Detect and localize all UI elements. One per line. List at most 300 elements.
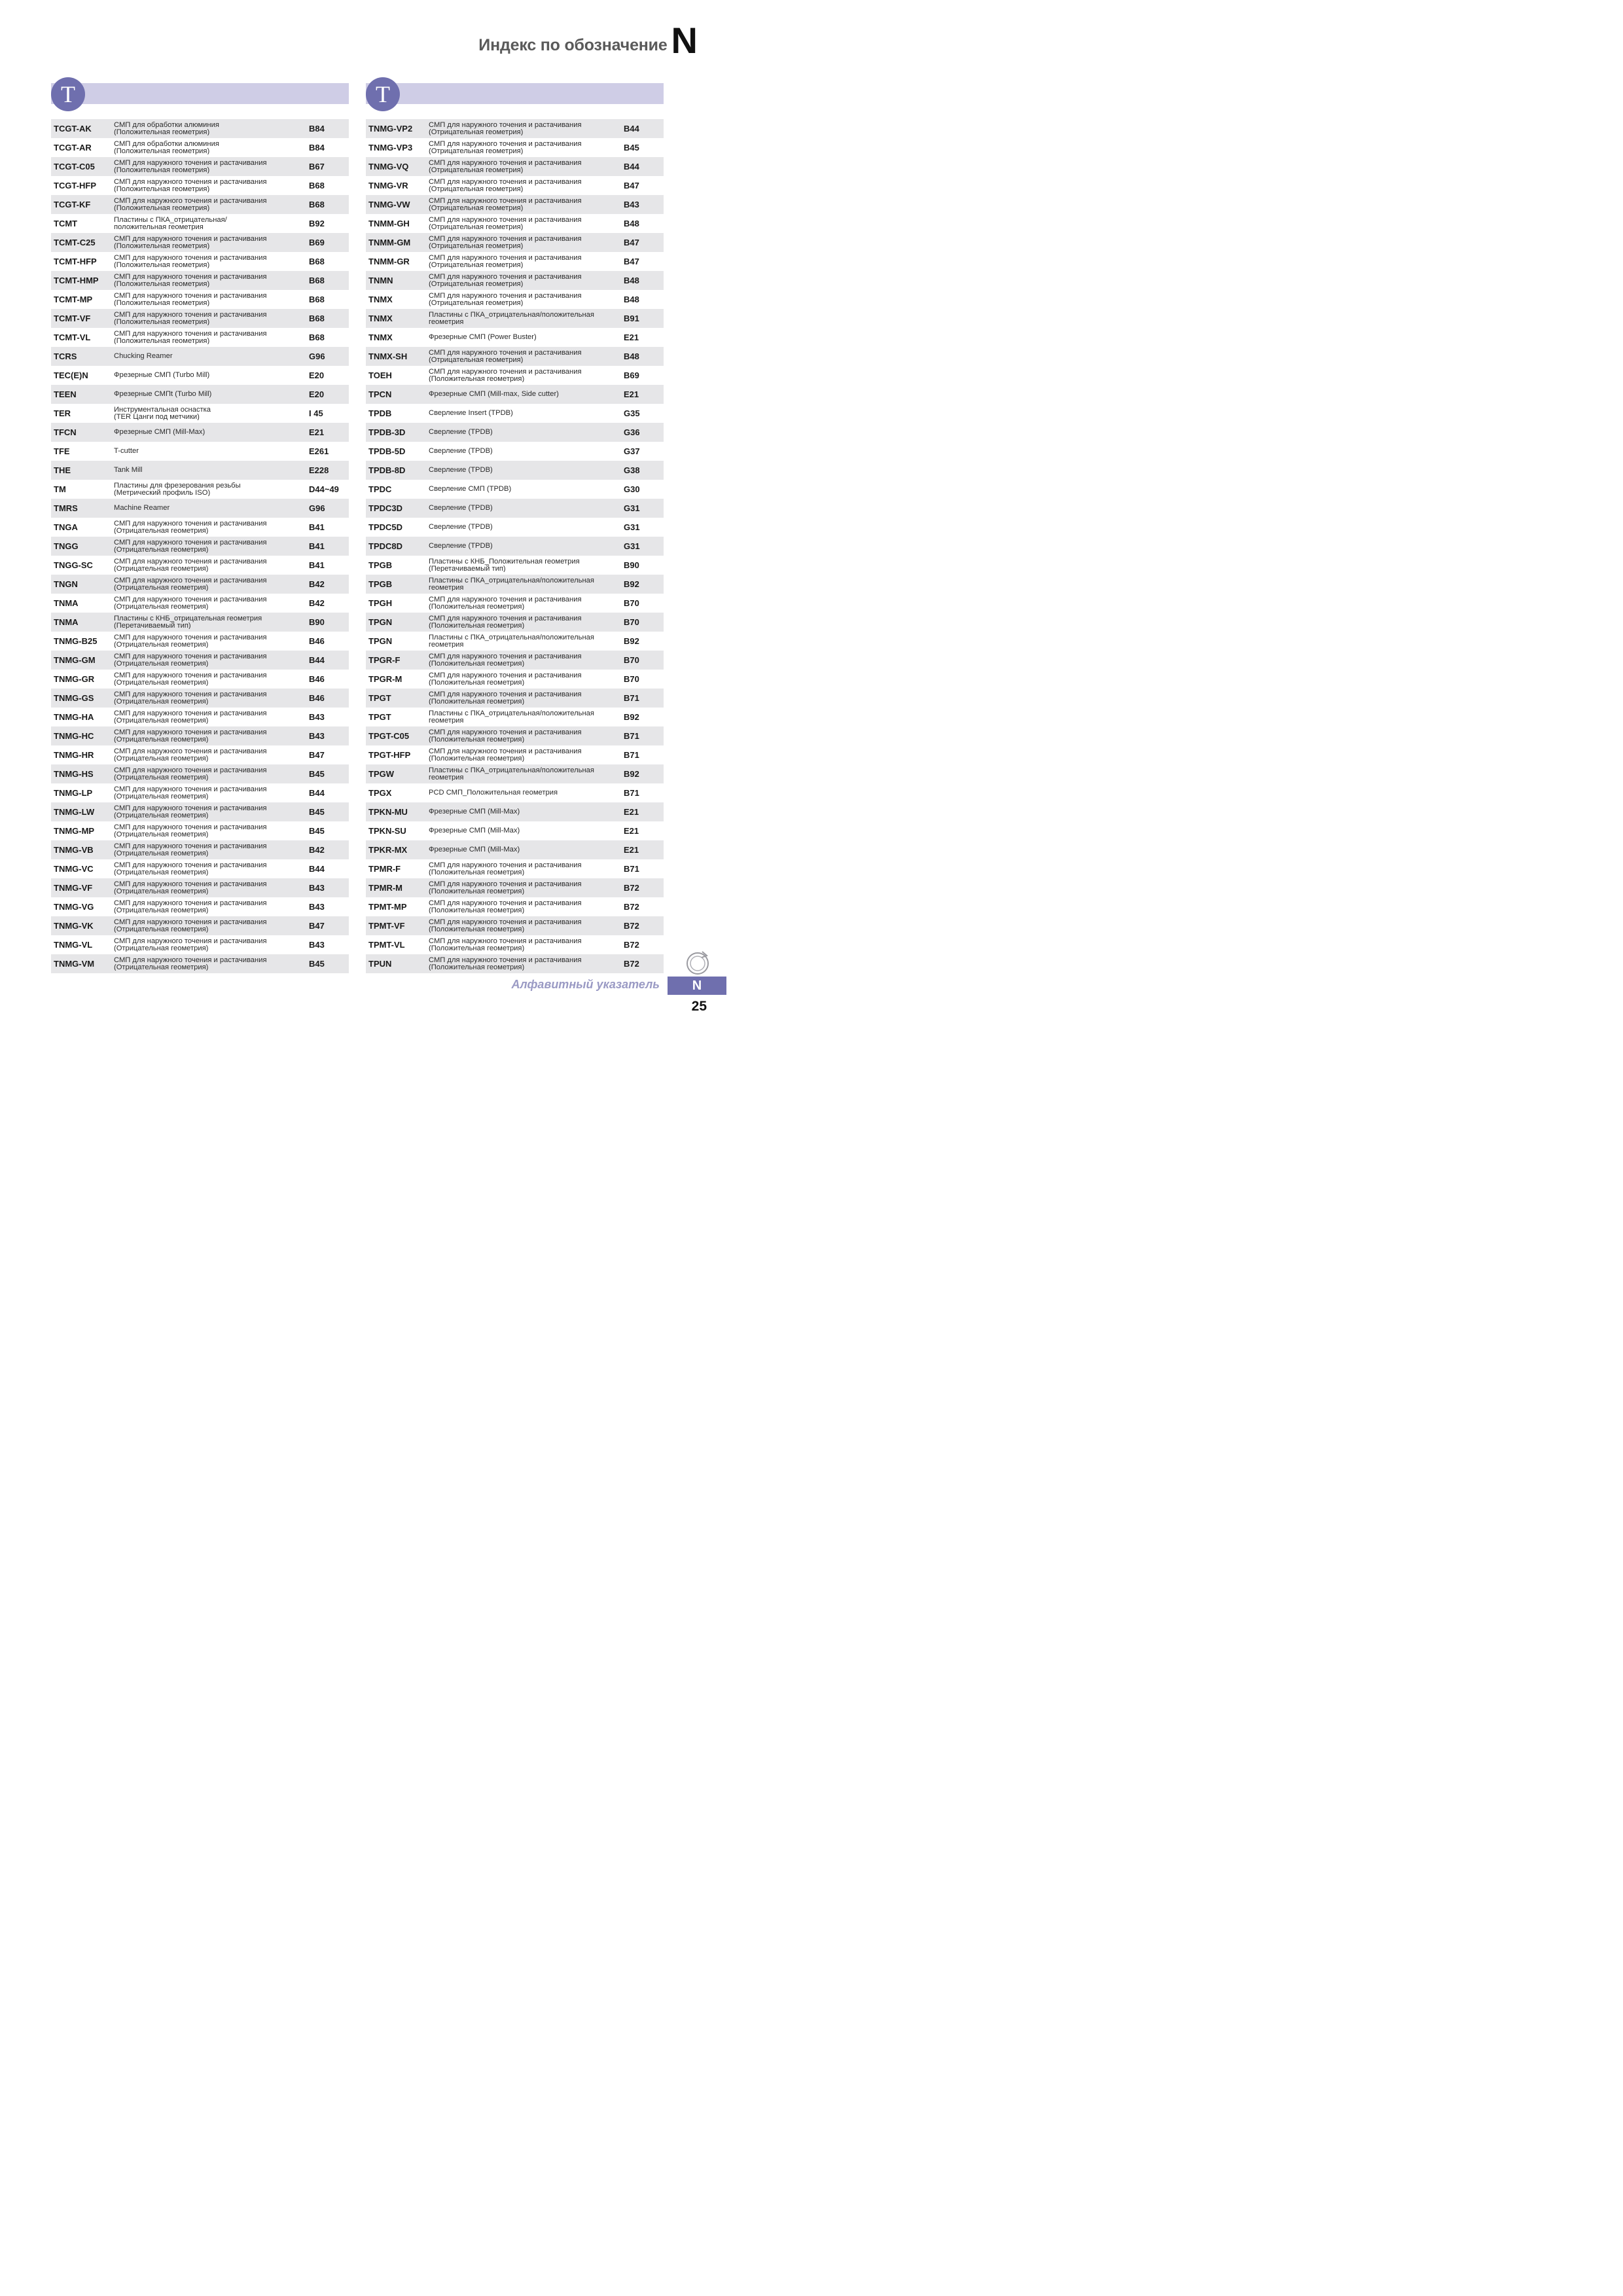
row-description: СМП для наружного точения и растачивания (Отрицательная геометрия): [114, 539, 267, 553]
row-code: TNMG-GM: [54, 655, 96, 665]
row-code: TPDC8D: [368, 541, 403, 551]
row-description: СМП для наружного точения и растачивания (Положительная геометрия): [114, 331, 267, 344]
index-row: [51, 594, 349, 613]
row-description: СМП для наружного точения и растачивания (Положительная геометрия): [429, 596, 582, 610]
row-code: TPGB: [368, 560, 393, 570]
row-code: TPGH: [368, 598, 393, 608]
row-description: Сверление (TPDB): [429, 429, 493, 436]
row-description: СМП для наружного точения и растачивания (Положительная геометрия): [429, 900, 582, 914]
row-page-ref: B48: [624, 295, 639, 304]
index-row: [51, 613, 349, 632]
row-code: TNMG-HS: [54, 769, 94, 779]
row-page-ref: B71: [624, 731, 639, 741]
row-page-ref: E21: [624, 807, 639, 817]
row-code: TPMR-M: [368, 883, 402, 893]
row-code: TCMT-MP: [54, 295, 93, 304]
row-page-ref: G31: [624, 522, 640, 532]
row-description: СМП для наружного точения и растачивания (Отрицательная геометрия): [114, 919, 267, 933]
row-page-ref: E20: [309, 389, 325, 399]
row-code: TPGT: [368, 693, 391, 703]
row-code: TNMG-VB: [54, 845, 94, 855]
index-row: [51, 726, 349, 745]
row-description: Пластины с ПКА_отрицательная/положительная геометрия: [429, 710, 594, 724]
row-description: СМП для наружного точения и растачивания (Отрицательная геометрия): [114, 729, 267, 743]
row-description: СМП для наружного точения и растачивания (Положительная геометрия): [429, 862, 582, 876]
index-row: [366, 290, 664, 309]
row-code: TPGT: [368, 712, 391, 722]
row-page-ref: B68: [309, 295, 325, 304]
row-code: TNMM-GR: [368, 257, 410, 266]
row-page-ref: B68: [309, 200, 325, 209]
row-description: Пластины с ПКА_отрицательная/положительная геометрия: [429, 577, 594, 591]
index-row: [366, 556, 664, 575]
index-row: [366, 537, 664, 556]
index-row: [366, 594, 664, 613]
row-code: TNMG-VP2: [368, 124, 413, 134]
row-code: TNGG-SC: [54, 560, 93, 570]
row-code: TNMX: [368, 332, 393, 342]
row-page-ref: B43: [309, 883, 325, 893]
row-page-ref: B46: [309, 674, 325, 684]
row-page-ref: B72: [624, 902, 639, 912]
row-page-ref: B43: [624, 200, 639, 209]
row-description: СМП для наружного точения и растачивания (Отрицательная геометрия): [429, 217, 582, 230]
row-page-ref: B41: [309, 541, 325, 551]
row-code: TPKN-MU: [368, 807, 408, 817]
index-row: [366, 708, 664, 726]
row-page-ref: B42: [309, 845, 325, 855]
row-page-ref: B70: [624, 617, 639, 627]
row-page-ref: B45: [309, 826, 325, 836]
index-row: [366, 651, 664, 670]
index-row: [51, 461, 349, 480]
row-page-ref: D44~49: [309, 484, 339, 494]
row-code: TPGT-C05: [368, 731, 410, 741]
row-code: TCMT: [54, 219, 78, 228]
refresh-arrow-icon[interactable]: [683, 948, 712, 977]
row-description: СМП для наружного точения и растачивания (Положительная геометрия): [429, 672, 582, 686]
row-page-ref: B68: [309, 332, 325, 342]
row-description: СМП для наружного точения и растачивания (Отрицательная геометрия): [114, 767, 267, 781]
row-code: TNMG-VQ: [368, 162, 409, 171]
row-description: Пластины с ПКА_отрицательная/положительная геометрия: [429, 767, 594, 781]
index-row: [51, 366, 349, 385]
row-page-ref: B92: [624, 636, 639, 646]
index-row: [51, 783, 349, 802]
row-page-ref: B71: [624, 750, 639, 760]
row-code: TPUN: [368, 959, 392, 969]
row-page-ref: B72: [624, 883, 639, 893]
row-page-ref: B68: [309, 257, 325, 266]
row-code: TNGG: [54, 541, 79, 551]
row-description: Сверление (TPDB): [429, 543, 493, 550]
row-description: СМП для наружного точения и растачивания (Положительная геометрия): [429, 748, 582, 762]
row-code: TNMG-HA: [54, 712, 94, 722]
row-description: СМП для наружного точения и растачивания (Положительная геометрия): [429, 691, 582, 705]
row-description: СМП для наружного точения и растачивания (Отрицательная геометрия): [114, 748, 267, 762]
index-row: [366, 157, 664, 176]
index-row: [366, 252, 664, 271]
row-description: Пластины с КНБ_отрицательная геометрия (Перетачиваемый тип): [114, 615, 262, 629]
row-code: TNMG-MP: [54, 826, 95, 836]
index-row: [51, 802, 349, 821]
row-page-ref: G36: [624, 427, 640, 437]
index-row: [366, 840, 664, 859]
row-page-ref: B90: [624, 560, 639, 570]
row-description: Сверление (TPDB): [429, 467, 493, 474]
row-description: Сверление Insert (TPDB): [429, 410, 513, 417]
row-page-ref: E21: [624, 845, 639, 855]
row-code: TNGA: [54, 522, 78, 532]
index-row: [51, 821, 349, 840]
index-row: [51, 252, 349, 271]
row-code: TNMG-VP3: [368, 143, 413, 152]
index-row: [366, 878, 664, 897]
row-code: TNGN: [54, 579, 78, 589]
index-row: [366, 138, 664, 157]
index-row: [366, 119, 664, 138]
index-row: [366, 745, 664, 764]
row-code: TPGN: [368, 636, 393, 646]
row-page-ref: B45: [309, 959, 325, 969]
row-description: СМП для наружного точения и растачивания (Положительная геометрия): [429, 615, 582, 629]
row-code: TCMT-HMP: [54, 276, 99, 285]
section-header: [51, 77, 349, 115]
row-code: TNMG-VF: [54, 883, 93, 893]
index-row: [51, 840, 349, 859]
row-description: Пластины с КНБ_Положительная геометрия (Перетачиваемый тип): [429, 558, 580, 572]
row-description: СМП для наружного точения и растачивания (Отрицательная геометрия): [114, 691, 267, 705]
index-row: [366, 916, 664, 935]
row-page-ref: B67: [309, 162, 325, 171]
row-description: PCD СМП_Положительная геометрия: [429, 789, 558, 797]
row-page-ref: B46: [309, 693, 325, 703]
row-code: TPGR-F: [368, 655, 401, 665]
row-description: СМП для наружного точения и растачивания (Отрицательная геометрия): [429, 350, 582, 363]
index-row: [366, 859, 664, 878]
index-row: [51, 138, 349, 157]
index-row: [51, 442, 349, 461]
row-description: СМП для наружного точения и растачивания (Отрицательная геометрия): [114, 805, 267, 819]
row-description: СМП для наружного точения и растачивания (Отрицательная геометрия): [429, 198, 582, 211]
page-title: [478, 18, 698, 61]
row-code: TPGR-M: [368, 674, 402, 684]
row-description: СМП для наружного точения и растачивания (Отрицательная геометрия): [114, 710, 267, 724]
row-description: СМП для наружного точения и растачивания (Отрицательная геометрия): [429, 160, 582, 173]
row-code: TCGT-AR: [54, 143, 92, 152]
row-code: TNMG-HR: [54, 750, 94, 760]
row-code: TFE: [54, 446, 70, 456]
section-header: [366, 77, 664, 115]
index-row: [51, 119, 349, 138]
row-page-ref: B41: [309, 560, 325, 570]
index-row: [51, 309, 349, 328]
row-description: СМП для наружного точения и растачивания (Отрицательная геометрия): [114, 881, 267, 895]
index-row: [51, 878, 349, 897]
row-page-ref: B47: [309, 921, 325, 931]
row-page-ref: G31: [624, 541, 640, 551]
row-code: TPGN: [368, 617, 393, 627]
section-right: [366, 77, 664, 971]
row-page-ref: B47: [624, 238, 639, 247]
row-code: TPKR-MX: [368, 845, 408, 855]
row-code: TCMT-VF: [54, 314, 91, 323]
row-code: TCMT-HFP: [54, 257, 97, 266]
index-row: [51, 575, 349, 594]
row-page-ref: B70: [624, 674, 639, 684]
index-row: [51, 233, 349, 252]
index-row: [366, 309, 664, 328]
row-page-ref: E21: [624, 389, 639, 399]
row-code: TCMT-C25: [54, 238, 96, 247]
row-description: Пластины для фрезерования резьбы (Метрический профиль ISO): [114, 482, 241, 496]
row-code: TNMX: [368, 314, 393, 323]
row-code: TFCN: [54, 427, 77, 437]
row-code: TNMM-GM: [368, 238, 411, 247]
row-description: СМП для наружного точения и растачивания (Положительная геометрия): [114, 236, 267, 249]
row-page-ref: B72: [624, 940, 639, 950]
row-code: TM: [54, 484, 66, 494]
index-row: [366, 499, 664, 518]
index-row: [51, 897, 349, 916]
row-description: СМП для наружного точения и растачивания (Отрицательная геометрия): [114, 634, 267, 648]
row-page-ref: B68: [309, 181, 325, 190]
index-row: [366, 726, 664, 745]
index-row: [366, 328, 664, 347]
index-row: [51, 176, 349, 195]
index-row: [51, 518, 349, 537]
footer-section-label: Алфавитный указатель: [511, 978, 660, 991]
row-description: СМП для наружного точения и растачивания (Отрицательная геометрия): [114, 824, 267, 838]
row-code: TNMX-SH: [368, 351, 408, 361]
section-letter-badge: T: [51, 77, 85, 111]
row-description: СМП для наружного точения и растачивания (Отрицательная геометрия): [114, 653, 267, 667]
row-page-ref: B69: [624, 370, 639, 380]
index-row: [51, 859, 349, 878]
index-row: [51, 347, 349, 366]
row-code: TNMG-HC: [54, 731, 94, 741]
row-code: TNMA: [54, 617, 79, 627]
row-description: Chucking Reamer: [114, 353, 173, 360]
row-description: Инструментальная оснастка (TER Цанги под метчики): [114, 406, 211, 420]
index-row: [51, 935, 349, 954]
row-code: TEC(E)N: [54, 370, 88, 380]
row-page-ref: B44: [309, 788, 325, 798]
row-description: Фрезерные СМП (Mill-Max): [114, 429, 205, 436]
row-description: T-cutter: [114, 448, 139, 455]
row-description: Фрезерные СМП (Mill-Max): [429, 808, 520, 816]
row-page-ref: G37: [624, 446, 640, 456]
row-code: TNMG-VK: [54, 921, 94, 931]
row-page-ref: E21: [309, 427, 325, 437]
row-page-ref: I 45: [309, 408, 323, 418]
row-description: СМП для наружного точения и растачивания (Отрицательная геометрия): [114, 862, 267, 876]
index-row: [366, 802, 664, 821]
row-description: СМП для наружного точения и растачивания (Положительная геометрия): [114, 198, 267, 211]
row-code: TPDB-3D: [368, 427, 406, 437]
row-description: СМП для наружного точения и растачивания (Отрицательная геометрия): [114, 577, 267, 591]
section-letter-badge: T: [366, 77, 400, 111]
row-page-ref: E21: [624, 826, 639, 836]
row-code: TPDB: [368, 408, 392, 418]
index-row: [366, 783, 664, 802]
row-page-ref: B92: [624, 712, 639, 722]
row-description: Пластины с ПКА_отрицательная/положительная геометрия: [429, 634, 594, 648]
index-row: [366, 271, 664, 290]
index-row: [366, 233, 664, 252]
index-row: [366, 404, 664, 423]
index-row: [51, 670, 349, 689]
index-row: [366, 442, 664, 461]
row-description: СМП для наружного точения и растачивания (Положительная геометрия): [429, 938, 582, 952]
row-description: СМП для наружного точения и растачивания (Отрицательная геометрия): [114, 786, 267, 800]
row-page-ref: B92: [624, 579, 639, 589]
index-row: [366, 518, 664, 537]
index-row: [51, 916, 349, 935]
index-table-right: [366, 119, 664, 973]
row-code: TER: [54, 408, 71, 418]
index-row: [51, 745, 349, 764]
row-description: СМП для наружного точения и растачивания (Положительная геометрия): [114, 312, 267, 325]
index-row: [51, 632, 349, 651]
row-page-ref: G31: [624, 503, 640, 513]
row-description: СМП для наружного точения и растачивания (Отрицательная геометрия): [114, 900, 267, 914]
index-row: [366, 385, 664, 404]
index-row: [366, 575, 664, 594]
row-description: СМП для наружного точения и растачивания (Положительная геометрия): [429, 957, 582, 971]
row-page-ref: B44: [624, 162, 639, 171]
row-description: СМП для наружного точения и растачивания (Положительная геометрия): [114, 255, 267, 268]
index-row: [51, 195, 349, 214]
row-page-ref: E20: [309, 370, 325, 380]
index-row: [366, 613, 664, 632]
row-description: Machine Reamer: [114, 505, 170, 512]
section-band: [366, 83, 664, 104]
row-code: TPDC3D: [368, 503, 403, 513]
index-row: [51, 214, 349, 233]
row-code: TPDB-8D: [368, 465, 406, 475]
row-page-ref: B72: [624, 959, 639, 969]
row-page-ref: B92: [624, 769, 639, 779]
row-code: TNMG-GR: [54, 674, 95, 684]
row-description: СМП для наружного точения и растачивания (Отрицательная геометрия): [114, 672, 267, 686]
index-row: [51, 556, 349, 575]
row-code: TCGT-HFP: [54, 181, 96, 190]
footer-letter-tab[interactable]: N: [668, 977, 726, 995]
row-code: TNMG-VW: [368, 200, 410, 209]
index-row: [51, 290, 349, 309]
row-description: СМП для наружного точения и растачивания (Положительная геометрия): [114, 179, 267, 192]
index-row: [51, 708, 349, 726]
row-description: СМП для наружного точения и растачивания (Положительная геометрия): [429, 653, 582, 667]
row-description: Сверление (TPDB): [429, 448, 493, 455]
row-page-ref: B43: [309, 902, 325, 912]
index-row: [51, 689, 349, 708]
row-code: TPDC: [368, 484, 392, 494]
row-page-ref: B70: [624, 598, 639, 608]
row-page-ref: B47: [624, 257, 639, 266]
row-description: СМП для наружного точения и растачивания (Отрицательная геометрия): [114, 520, 267, 534]
row-page-ref: B84: [309, 124, 325, 134]
row-code: TPGX: [368, 788, 392, 798]
row-page-ref: B72: [624, 921, 639, 931]
row-page-ref: G96: [309, 351, 325, 361]
index-row: [51, 423, 349, 442]
row-description: СМП для наружного точения и растачивания (Отрицательная геометрия): [114, 843, 267, 857]
index-row: [366, 176, 664, 195]
row-description: СМП для наружного точения и растачивания (Положительная геометрия): [114, 293, 267, 306]
row-code: TOEH: [368, 370, 392, 380]
row-code: TMRS: [54, 503, 78, 513]
row-code: TPGT-HFP: [368, 750, 411, 760]
row-code: TPGW: [368, 769, 394, 779]
row-description: СМП для наружного точения и растачивания (Отрицательная геометрия): [114, 957, 267, 971]
row-page-ref: B68: [309, 276, 325, 285]
index-row: [366, 764, 664, 783]
row-code: TNMG-VG: [54, 902, 94, 912]
row-page-ref: G96: [309, 503, 325, 513]
row-page-ref: B90: [309, 617, 325, 627]
row-description: Фрезерные СМП (Mill-Max): [429, 846, 520, 853]
row-page-ref: B45: [309, 769, 325, 779]
row-page-ref: B91: [624, 314, 639, 323]
row-page-ref: G38: [624, 465, 640, 475]
row-page-ref: G35: [624, 408, 640, 418]
index-row: [51, 328, 349, 347]
row-code: TPDB-5D: [368, 446, 406, 456]
row-description: СМП для наружного точения и растачивания (Положительная геометрия): [114, 160, 267, 173]
row-page-ref: B48: [624, 219, 639, 228]
row-description: СМП для наружного точения и растачивания (Положительная геометрия): [429, 368, 582, 382]
row-page-ref: G30: [624, 484, 640, 494]
row-code: TNMG-VM: [54, 959, 95, 969]
index-row: [51, 499, 349, 518]
section-band: [51, 83, 349, 104]
row-page-ref: B44: [309, 655, 325, 665]
row-description: СМП для наружного точения и растачивания (Отрицательная геометрия): [429, 141, 582, 154]
row-description: Пластины с ПКА_отрицательная/ положительная геометрия: [114, 217, 227, 230]
row-page-ref: B68: [309, 314, 325, 323]
row-description: Фрезерные СМП (Mill-Max): [429, 827, 520, 834]
row-page-ref: B43: [309, 731, 325, 741]
page-title-letter: N: [671, 20, 698, 61]
row-code: TPMT-VF: [368, 921, 405, 931]
row-code: TPMT-VL: [368, 940, 405, 950]
section-left: [51, 77, 349, 971]
row-code: TPKN-SU: [368, 826, 406, 836]
index-table-left: [51, 119, 349, 973]
row-description: СМП для наружного точения и растачивания (Отрицательная геометрия): [429, 293, 582, 306]
index-row: [366, 347, 664, 366]
row-page-ref: E21: [624, 332, 639, 342]
row-page-ref: E261: [309, 446, 329, 456]
row-description: СМП для наружного точения и растачивания (Отрицательная геометрия): [114, 596, 267, 610]
index-row: [51, 271, 349, 290]
index-row: [51, 480, 349, 499]
row-code: TNMX: [368, 295, 393, 304]
row-page-ref: B92: [309, 219, 325, 228]
row-page-ref: B42: [309, 579, 325, 589]
index-row: [51, 537, 349, 556]
row-description: СМП для наружного точения и растачивания (Отрицательная геометрия): [429, 274, 582, 287]
index-row: [366, 632, 664, 651]
row-page-ref: B43: [309, 712, 325, 722]
row-page-ref: B47: [309, 750, 325, 760]
row-page-ref: B71: [624, 693, 639, 703]
index-row: [366, 195, 664, 214]
index-row: [366, 480, 664, 499]
row-code: THE: [54, 465, 71, 475]
